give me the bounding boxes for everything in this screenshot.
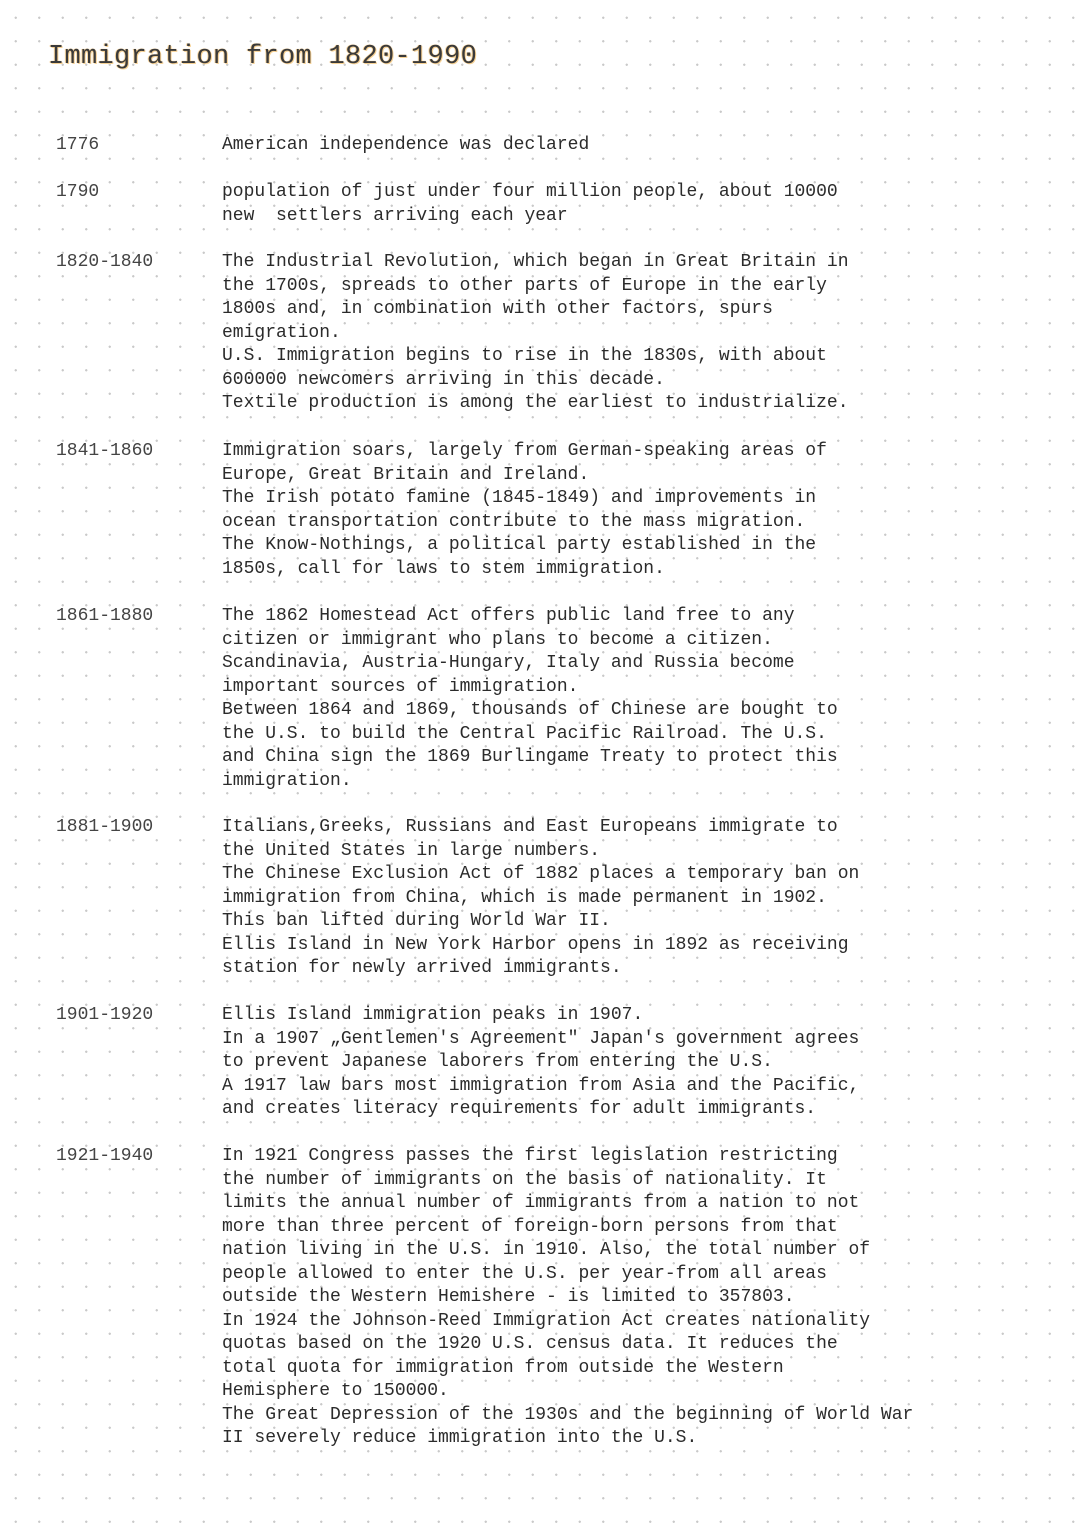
description-line: U.S. Immigration begins to rise in the 1830s, with about — [222, 346, 827, 366]
entry-year: 1861-1880 — [56, 606, 154, 626]
entry-description — [222, 1004, 1062, 1122]
description-line: immigration from China, which is made permanent in 1902. — [222, 887, 827, 908]
description-line: The Know-Nothings, a political party established in the — [222, 535, 817, 555]
description-line: the 1700s, spreads to other parts of Europe in the early — [222, 275, 827, 296]
description-line: station for newly arrived immigrants. — [222, 958, 622, 978]
description-line: Textile production is among the earliest to industrialize. — [222, 393, 849, 413]
entry-year: 1841-1860 — [56, 441, 154, 461]
entry-year: 1901-1920 — [56, 1005, 154, 1025]
entry-year: 1790 — [56, 182, 100, 202]
description-line: Italians,Greeks, Russians and East Europeans immigrate to — [222, 817, 838, 837]
entry-description — [222, 605, 1062, 793]
description-line: people allowed to enter the U.S. per year-from all areas — [222, 1263, 827, 1284]
description-line: the U.S. to build the Central Pacific Railroad. The U.S. — [222, 723, 827, 744]
description-line: Scandinavia, Austria-Hungary, Italy and Russia become — [222, 653, 795, 673]
description-line: The Chinese Exclusion Act of 1882 places a temporary ban on — [222, 864, 860, 884]
description-line: quotas based on the 1920 U.S. census data. It reduces the — [222, 1334, 838, 1354]
description-line: Ellis Island in New York Harbor opens in 1892 as receiving — [222, 934, 849, 955]
description-line: This ban lifted during World War II. — [222, 911, 611, 931]
description-line: nation living in the U.S. in 1910. Also, the total number of — [222, 1240, 871, 1260]
description-line: Immigration soars, largely from German-speaking areas of — [222, 441, 827, 461]
description-line: In 1924 the Johnson-Reed Immigration Act creates nationality — [222, 1310, 871, 1331]
description-line: Europe, Great Britain and Ireland. — [222, 464, 590, 485]
description-line: emigration. — [222, 322, 341, 343]
description-line: Ellis Island immigration peaks in 1907. — [222, 1005, 644, 1025]
entry-year: 1776 — [56, 135, 100, 155]
description-line: limits the annual number of immigrants from a nation to not — [222, 1193, 860, 1213]
description-line: The Industrial Revolution, which began in Great Britain in — [222, 252, 849, 272]
description-line: and creates literacy requirements for adult immigrants. — [222, 1099, 817, 1119]
description-line: the United States in large numbers. — [222, 840, 601, 861]
description-line: the number of immigrants on the basis of nationality. It — [222, 1169, 827, 1190]
description-line: Hemisphere to 150000. — [222, 1381, 449, 1401]
description-line: 1800s and, in combination with other factors, spurs — [222, 299, 773, 319]
description-line: important sources of immigration. — [222, 676, 579, 697]
description-line: 1850s, call for laws to stem immigration. — [222, 558, 665, 579]
description-line: In a 1907 „Gentlemen's Agreement" Japan's government agrees — [222, 1028, 860, 1049]
entry-description — [222, 251, 1062, 416]
description-line: The 1862 Homestead Act offers public land free to any — [222, 606, 795, 626]
entry-description — [222, 440, 1062, 581]
description-line: The Great Depression of the 1930s and the beginning of World War — [222, 1404, 914, 1425]
entry-description — [222, 816, 1062, 981]
description-line: citizen or immigrant who plans to become a citizen. — [222, 629, 773, 650]
entry-year: 1881-1900 — [56, 817, 154, 837]
description-line: The Irish potato famine (1845-1849) and improvements in — [222, 488, 817, 508]
entry-year: 1921-1940 — [56, 1146, 154, 1166]
entry-description — [222, 1145, 1062, 1451]
description-line: 600000 newcomers arriving in this decade. — [222, 369, 665, 390]
entry-description — [222, 134, 1062, 158]
description-line: In 1921 Congress passes the first legislation restricting — [222, 1146, 838, 1166]
entry-year: 1820-1840 — [56, 252, 154, 272]
description-line: total quota for immigration from outside the Western — [222, 1357, 784, 1378]
entry-description — [222, 181, 1062, 228]
description-line: ocean transportation contribute to the mass migration. — [222, 511, 806, 532]
description-line: new settlers arriving each year — [222, 205, 568, 226]
description-line: outside the Western Hemishere - is limited to 357803. — [222, 1287, 795, 1307]
description-line: immigration. — [222, 770, 352, 791]
description-line: A 1917 law bars most immigration from Asia and the Pacific, — [222, 1075, 860, 1096]
description-line: to prevent Japanese laborers from entering the U.S. — [222, 1052, 773, 1072]
description-line: more than three percent of foreign-born persons from that — [222, 1216, 838, 1237]
description-line: Between 1864 and 1869, thousands of Chinese are bought to — [222, 700, 838, 720]
page-title: Immigration from 1820-1990 — [48, 42, 478, 72]
description-line: population of just under four million people, about 10000 — [222, 182, 838, 202]
description-line: II severely reduce immigration into the U.S. — [222, 1428, 698, 1448]
description-line: and China sign the 1869 Burlingame Treaty to protect this — [222, 747, 838, 767]
description-line: American independence was declared — [222, 135, 590, 155]
